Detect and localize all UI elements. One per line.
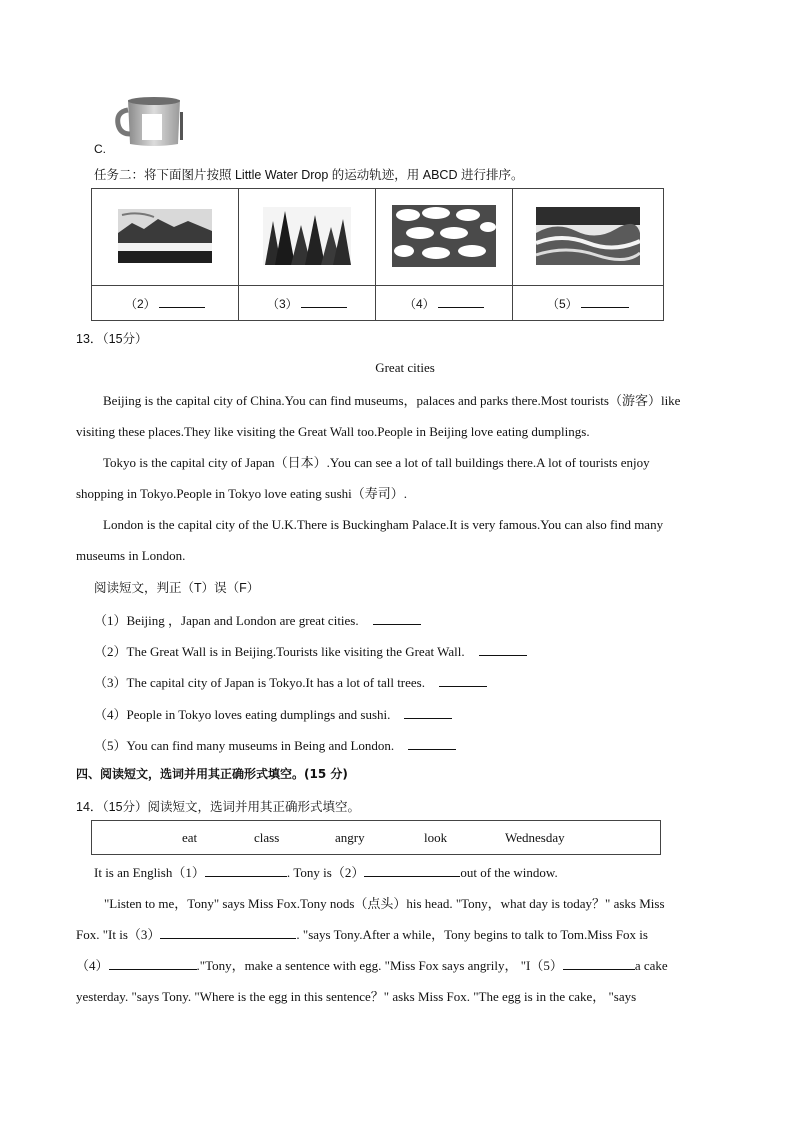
story-text: Fox. "It is（3） <box>76 927 161 942</box>
story-text: yesterday. "says Tony. "Where is the egg in this sentence？" asks Miss Fox. "The egg is in the cake， "says <box>76 989 637 1004</box>
question-13-header: 13．（15分） <box>76 332 148 346</box>
cell-label: （2） <box>124 296 156 311</box>
statement-text: （1）Beijing ，Japan and London are great cities. <box>94 613 359 628</box>
answer-cell-2 <box>92 286 239 321</box>
picture-table <box>91 188 664 321</box>
story-text: . Tony is（2） <box>286 865 365 880</box>
blank-5[interactable] <box>563 957 635 970</box>
story-line-2 <box>76 888 718 919</box>
word-bank-item: class <box>254 830 280 845</box>
true-false-instruction: 阅读短文，判正（T）误（F） <box>94 581 260 595</box>
statement-text: （2）The Great Wall is in Beijing.Tourists like visiting the Great Wall. <box>94 644 465 659</box>
answer-blank[interactable] <box>404 706 452 719</box>
statement-text: （4）People in Tokyo loves eating dumplings and sushi. <box>94 707 391 722</box>
word-bank-item: eat <box>182 830 198 845</box>
paragraph-line: Tokyo is the capital city of Japan（日本）.You can see a lot of tall buildings there.A lot of tourists enjoy <box>103 455 650 470</box>
paragraph-tokyo <box>76 447 718 509</box>
story-line-4 <box>76 950 718 981</box>
statement-3 <box>94 672 487 691</box>
paragraph-beijing <box>76 385 718 447</box>
statement-2 <box>94 641 527 660</box>
cell-label: （3） <box>266 296 298 311</box>
option-c <box>94 96 194 156</box>
picture-cell <box>239 189 376 286</box>
cup-icon <box>114 96 184 148</box>
statement-5 <box>94 735 456 754</box>
story-text: ."Tony，make a sentence with egg. "Miss Fox says angrily， "I（5） <box>196 958 563 973</box>
answer-blank[interactable] <box>479 643 527 656</box>
blank-2[interactable] <box>364 864 460 877</box>
paragraph-line: museums in London. <box>76 548 186 563</box>
passage-title: Great cities <box>375 360 435 375</box>
answer-cell-4 <box>376 286 513 321</box>
paragraph-line: London is the capital city of the U.K.There is Buckingham Palace.It is very famous.You can also find many <box>103 517 664 532</box>
blank-4[interactable] <box>109 957 197 970</box>
paragraph-london <box>76 509 718 571</box>
statement-1 <box>94 610 421 629</box>
word-bank-item: angry <box>335 830 365 845</box>
story-text: out of the window. <box>460 865 558 880</box>
question-14-header: 14．（15分）阅读短文，选词并用其正确形式填空。 <box>76 800 361 814</box>
forest-image <box>263 207 351 265</box>
blank-1[interactable] <box>205 864 287 877</box>
paragraph-line: visiting these places.They like visiting the Great Wall too.People in Beijing love eating dumplings. <box>76 424 590 439</box>
statement-4 <box>94 704 452 723</box>
answer-blank[interactable] <box>438 295 484 308</box>
mountain-lake-image <box>118 209 212 263</box>
picture-cell <box>92 189 239 286</box>
paragraph-line: Beijing is the capital city of China.You can find museums，palaces and parks there.Most tourists（游客）like <box>103 393 681 408</box>
clouds-image <box>392 205 496 267</box>
sea-waves-image <box>536 207 640 265</box>
answer-blank[interactable] <box>439 674 487 687</box>
picture-cell <box>376 189 513 286</box>
blank-3[interactable] <box>160 926 296 939</box>
story-text: "Listen to me，Tony" says Miss Fox.Tony nods（点头）his head. "Tony，what day is today？" asks Miss <box>104 896 665 911</box>
word-bank-item: look <box>424 830 448 845</box>
picture-cell <box>513 189 664 286</box>
task2-instruction: 任务二：将下面图片按照 Little Water Drop 的运动轨迹，用 ABCD 进行排序。 <box>94 168 524 182</box>
statement-text: （5）You can find many museums in Being and London. <box>94 738 395 753</box>
story-line-1 <box>94 857 736 888</box>
answer-blank[interactable] <box>159 295 205 308</box>
answer-blank[interactable] <box>581 295 629 308</box>
story-text: （4） <box>76 958 109 973</box>
answer-blank[interactable] <box>373 612 421 625</box>
statement-text: （3）The capital city of Japan is Tokyo.It has a lot of tall trees. <box>94 675 425 690</box>
cell-label: （4） <box>403 296 435 311</box>
story-text: It is an English（1） <box>94 865 205 880</box>
answer-blank[interactable] <box>301 295 347 308</box>
option-c-label: C. <box>94 142 106 156</box>
story-text: . "says Tony.After a while，Tony begins to talk to Tom.Miss Fox is <box>296 927 648 942</box>
answer-cell-5 <box>513 286 664 321</box>
story-line-5 <box>76 981 718 1012</box>
story-line-3 <box>76 919 718 950</box>
story-text: a cake <box>634 958 668 973</box>
word-bank-item: Wednesday <box>505 830 565 845</box>
word-bank <box>91 820 661 855</box>
answer-cell-3 <box>239 286 376 321</box>
answer-blank[interactable] <box>408 737 456 750</box>
paragraph-line: shopping in Tokyo.People in Tokyo love eating sushi（寿司）. <box>76 486 407 501</box>
cell-label: （5） <box>546 296 578 311</box>
section-4-heading: 四、阅读短文，选词并用其正确形式填空。(15 分) <box>76 767 348 781</box>
